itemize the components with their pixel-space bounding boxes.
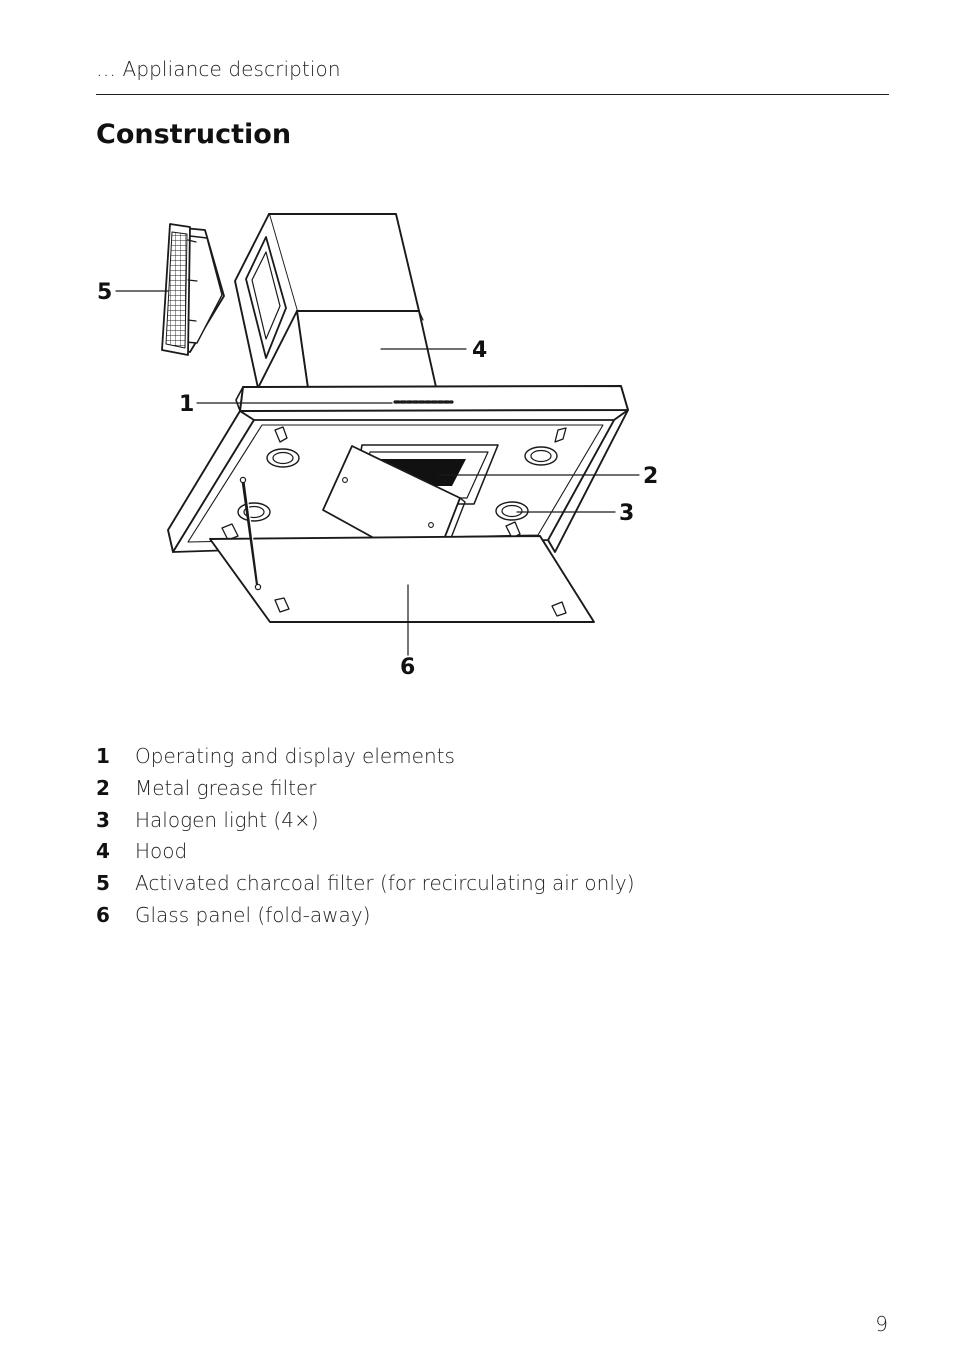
legend-item bbox=[96, 744, 635, 776]
cooker-hood-illustration bbox=[0, 180, 954, 700]
legend-number: 5 bbox=[96, 871, 110, 896]
callout-4: 4 bbox=[472, 338, 488, 363]
legend-item bbox=[96, 839, 635, 871]
legend-text: Halogen light (4×) bbox=[135, 807, 319, 832]
parts-legend bbox=[96, 744, 635, 935]
legend-text: Metal grease filter bbox=[135, 775, 317, 800]
callout-1: 1 bbox=[179, 392, 195, 417]
callout-6: 6 bbox=[400, 655, 416, 680]
legend-number: 2 bbox=[96, 775, 110, 800]
legend-number: 1 bbox=[96, 744, 110, 768]
callout-3: 3 bbox=[619, 501, 635, 526]
section-header: … Appliance description bbox=[96, 57, 341, 81]
page-number: 9 bbox=[875, 1312, 888, 1336]
appliance-diagram bbox=[0, 180, 954, 700]
chimney-hood-drawing bbox=[235, 214, 436, 388]
legend-item bbox=[96, 808, 635, 840]
legend-text: Activated charcoal filter (for recirculating air only) bbox=[135, 871, 635, 896]
legend-item bbox=[96, 903, 635, 935]
legend-text: Hood bbox=[135, 839, 188, 864]
charcoal-filter-drawing bbox=[162, 224, 224, 355]
legend-text: Operating and display elements bbox=[135, 744, 455, 768]
callout-5: 5 bbox=[97, 280, 113, 305]
legend-item bbox=[96, 871, 635, 903]
legend-number: 6 bbox=[96, 902, 110, 927]
page-title: Construction bbox=[96, 119, 292, 150]
callout-2: 2 bbox=[643, 464, 659, 489]
legend-number: 4 bbox=[96, 839, 110, 864]
legend-text: Glass panel (fold-away) bbox=[135, 902, 371, 927]
legend-number: 3 bbox=[96, 807, 110, 832]
header-divider bbox=[96, 94, 889, 95]
legend-item bbox=[96, 776, 635, 808]
